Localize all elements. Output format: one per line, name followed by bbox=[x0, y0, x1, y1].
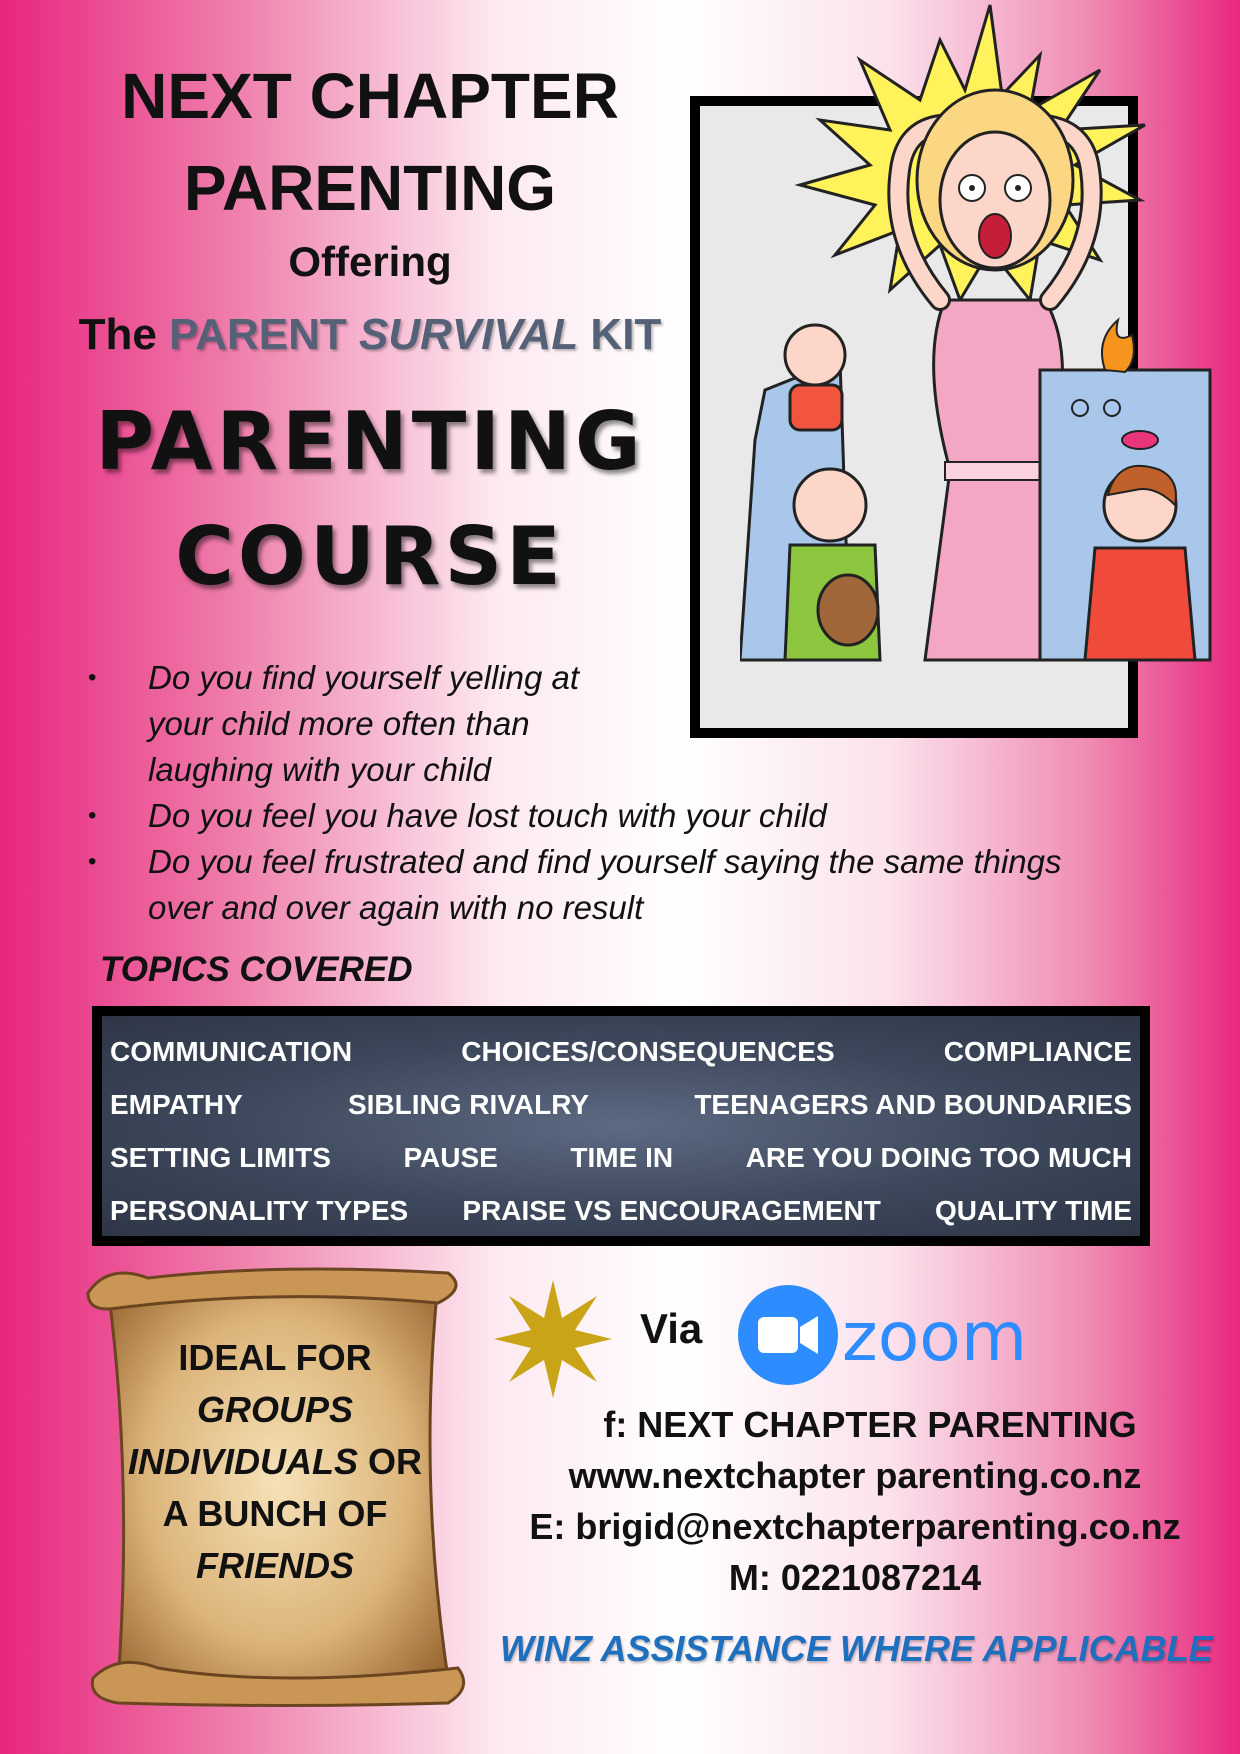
question-item bbox=[80, 793, 1160, 839]
topic-item: PERSONALITY TYPES bbox=[110, 1195, 409, 1226]
ideal-friends: FRIENDS bbox=[195, 1545, 354, 1586]
zoom-logo-text: zoom bbox=[842, 1298, 1028, 1377]
course-title-line1: PARENTING bbox=[95, 395, 645, 488]
offering-label: Offering bbox=[288, 238, 452, 285]
topics-row bbox=[110, 1089, 1132, 1121]
topics-row bbox=[110, 1142, 1132, 1174]
stressed-parent-illustration bbox=[740, 0, 1220, 670]
zoom-camera-icon bbox=[758, 1317, 798, 1353]
topic-item: EMPATHY bbox=[110, 1089, 243, 1120]
ideal-individuals: INDIVIDUALS bbox=[127, 1441, 358, 1482]
ideal-for-line: IDEAL FOR bbox=[178, 1337, 372, 1378]
brand-title-line2: PARENTING bbox=[183, 152, 557, 224]
teddy-bear bbox=[818, 575, 878, 645]
brand-title bbox=[40, 50, 700, 234]
toddler-head bbox=[794, 469, 866, 541]
woman-mouth bbox=[979, 214, 1011, 258]
question-line: Do you find yourself yelling at bbox=[148, 659, 580, 696]
topic-item: TEENAGERS AND BOUNDARIES bbox=[694, 1089, 1132, 1120]
woman-pupil-left bbox=[969, 185, 975, 191]
question-line: your child more often than bbox=[148, 705, 530, 742]
woman-pupil-right bbox=[1015, 185, 1021, 191]
topic-item: COMPLIANCE bbox=[943, 1036, 1132, 1067]
ideal-bunch: A BUNCH OF bbox=[162, 1493, 388, 1534]
topic-item: PRAISE VS ENCOURAGEMENT bbox=[462, 1195, 881, 1226]
kit-name bbox=[169, 310, 661, 359]
question-line: Do you feel frustrated and find yourself saying the same things bbox=[148, 843, 1062, 880]
ideal-groups: GROUPS bbox=[196, 1389, 354, 1430]
question-item bbox=[80, 655, 1160, 793]
question-line: laughing with your child bbox=[148, 751, 492, 788]
topics-heading: TOPICS COVERED bbox=[100, 950, 413, 989]
star-icon bbox=[494, 1280, 612, 1398]
topics-box bbox=[92, 1006, 1150, 1246]
website-link[interactable]: www.nextchapter parenting.co.nz bbox=[568, 1455, 1142, 1496]
email-link[interactable]: E: brigid@nextchapterparenting.co.nz bbox=[529, 1506, 1181, 1547]
question-item bbox=[80, 839, 1160, 931]
brand-title-line1: NEXT CHAPTER bbox=[121, 60, 619, 132]
boy-shirt bbox=[1085, 548, 1195, 660]
via-label: Via bbox=[640, 1305, 703, 1352]
winz-notice: WINZ ASSISTANCE WHERE APPLICABLE bbox=[500, 1628, 1213, 1669]
topic-item: ARE YOU DOING TOO MUCH bbox=[745, 1142, 1132, 1173]
question-line: over and over again with no result bbox=[148, 889, 644, 926]
zoom-logo bbox=[738, 1282, 1058, 1388]
topic-item: SIBLING RIVALRY bbox=[347, 1089, 590, 1120]
course-title-line2: COURSE bbox=[175, 510, 565, 603]
topic-item: CHOICES/CONSEQUENCES bbox=[461, 1036, 835, 1067]
topic-item: TIME IN bbox=[570, 1142, 674, 1173]
question-line: Do you feel you have lost touch with your child bbox=[148, 797, 827, 834]
kit-survival: SURVIVAL bbox=[358, 310, 579, 359]
topic-item: COMMUNICATION bbox=[110, 1036, 353, 1067]
topic-item: QUALITY TIME bbox=[934, 1195, 1132, 1226]
mobile-number: M: 0221087214 bbox=[728, 1557, 982, 1598]
facebook-line: f: NEXT CHAPTER PARENTING bbox=[603, 1404, 1137, 1445]
kit-the: The bbox=[78, 310, 170, 359]
stove-burner bbox=[1122, 431, 1158, 449]
topics-row bbox=[110, 1036, 1132, 1068]
question-list bbox=[80, 655, 1160, 931]
woman-belt bbox=[945, 462, 1045, 480]
topics-row bbox=[110, 1195, 1132, 1227]
topic-item: PAUSE bbox=[403, 1142, 498, 1173]
ideal-for-text bbox=[110, 1332, 440, 1592]
baby-head bbox=[785, 325, 845, 385]
survival-kit-line bbox=[40, 310, 700, 360]
kit-kit: KIT bbox=[578, 310, 662, 359]
baby-body bbox=[790, 385, 842, 430]
flame bbox=[1102, 320, 1134, 372]
ideal-or: OR bbox=[358, 1441, 423, 1482]
topic-item: SETTING LIMITS bbox=[110, 1142, 331, 1173]
kit-parent: PARENT bbox=[169, 310, 359, 359]
